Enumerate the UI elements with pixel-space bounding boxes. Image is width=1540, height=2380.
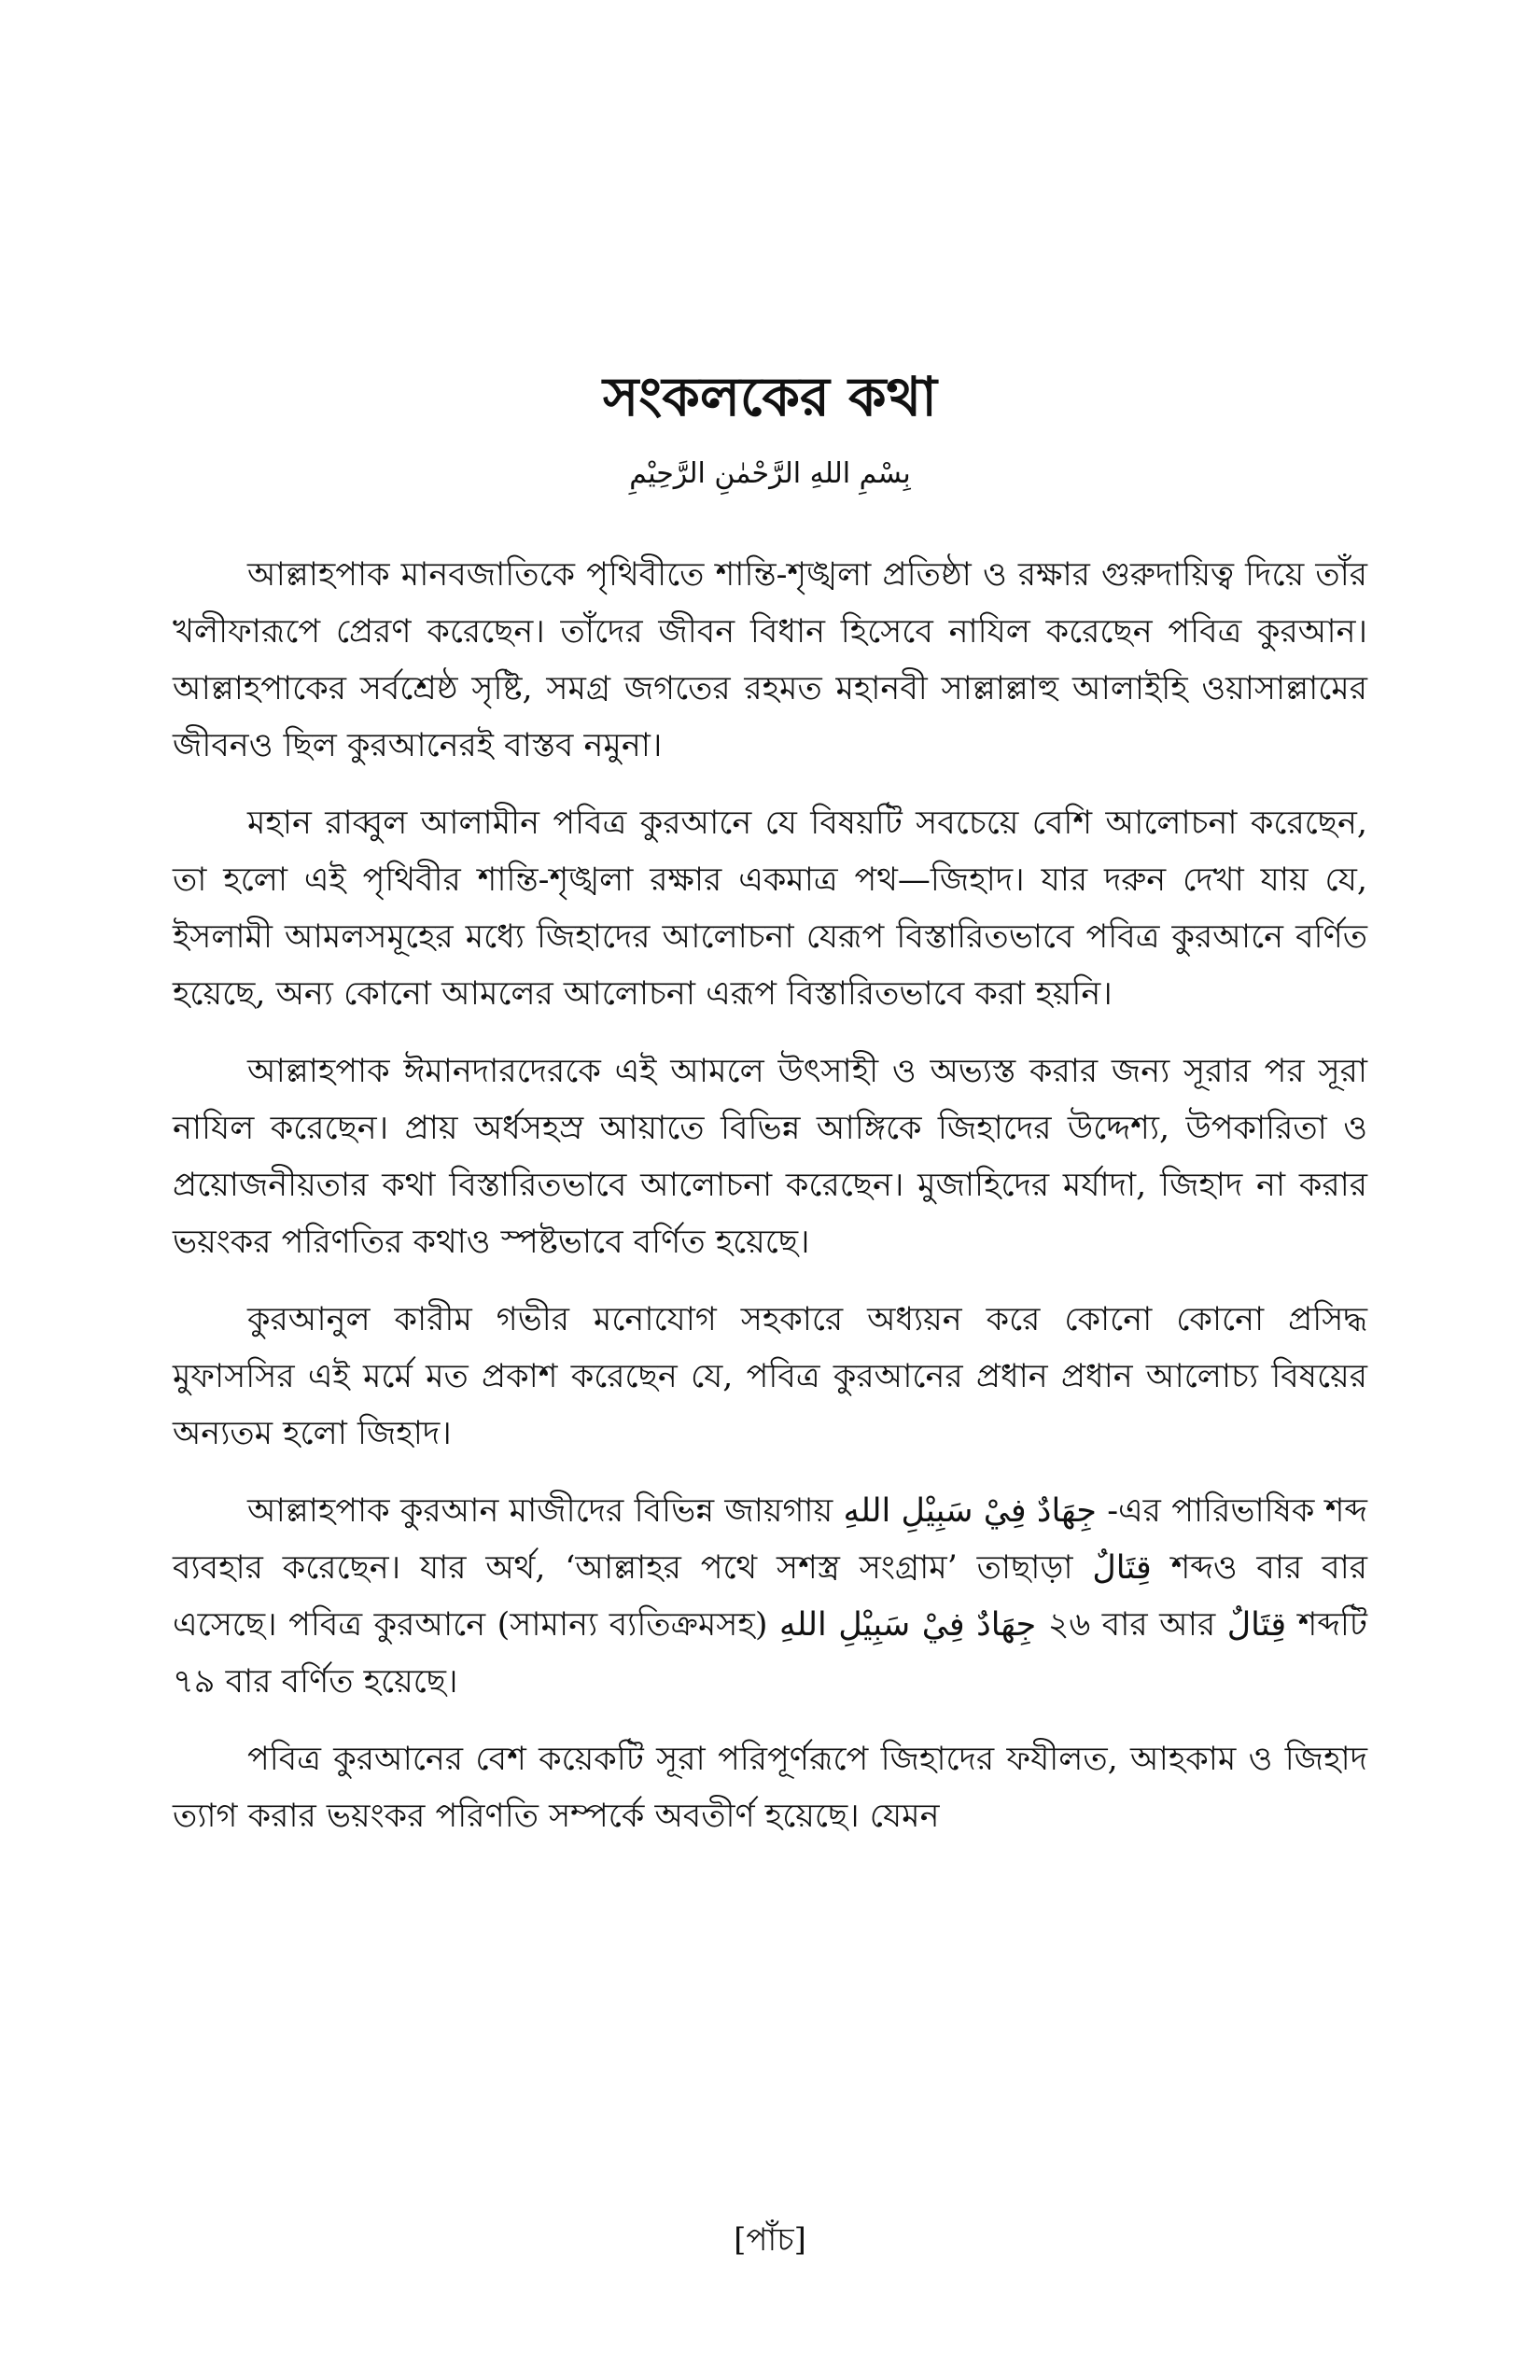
paragraph-5-text-5: শব্দটি ৭৯ বার বর্ণিত হয়েছে।: [173, 1606, 1367, 1701]
arabic-qital: قِتَالٌ: [1092, 1549, 1152, 1587]
paragraph-5: [173, 1483, 1367, 1711]
arabic-qital-2: قِتَالٌ: [1226, 1606, 1287, 1644]
paragraph-5-text-3: শব্দও বার বার এসেছে। পবিত্র কুরআনে (সামান্য ব্যতিক্রমসহ): [173, 1549, 1367, 1644]
paragraph-5-text-1: আল্লাহপাক কুরআন মাজীদের বিভিন্ন জায়গায়: [247, 1492, 844, 1530]
paragraph-6: পবিত্র কুরআনের বেশ কয়েকটি সূরা পরিপূর্ণরূপে জিহাদের ফযীলত, আহকাম ও জিহাদ ত্যাগ করার ভয়ংকর পরিণতি সম্পর্কে অবতীর্ণ হয়েছে। যেমন: [173, 1741, 1367, 1835]
paragraph-3: আল্লাহপাক ঈমানদারদেরকে এই আমলে উৎসাহী ও অভ্যস্ত করার জন্য সূরার পর সূরা নাযিল করেছেন। প্রায় অর্ধসহস্র আয়াতে বিভিন্ন আঙ্গিকে জিহাদের উদ্দেশ্য, উপকারিতা ও প্রয়োজনীয়তার কথা বিস্তারিতভাবে আলোচনা করেছেন। মুজাহিদের মর্যাদা, জিহাদ না করার ভয়ংকর পরিণতির কথাও স্পষ্টভাবে বর্ণিত হয়েছে।: [173, 1053, 1367, 1261]
paragraph-1: আল্লাহপাক মানবজাতিকে পৃথিবীতে শান্তি-শৃঙ্খলা প্রতিষ্ঠা ও রক্ষার গুরুদায়িত্ব দিয়ে তাঁর খলীফারূপে প্রেরণ করেছেন। তাঁদের জীবন বিধান হিসেবে নাযিল করেছেন পবিত্র কুরআন। আল্লাহপাকের সর্বশ্রেষ্ঠ সৃষ্টি, সমগ্র জগতের রহমত মহানবী সাল্লাল্লাহু আলাইহি ওয়াসাল্লামের জীবনও ছিল কুরআনেরই বাস্তব নমুনা।: [173, 556, 1367, 764]
paragraph-4: কুরআনুল কারীম গভীর মনোযোগ সহকারে অধ্যয়ন করে কোনো কোনো প্রসিদ্ধ মুফাসসির এই মর্মে মত প্রকাশ করেছেন যে, পবিত্র কুরআনের প্রধান প্রধান আলোচ্য বিষয়ের অন্যতম হলো জিহাদ।: [173, 1301, 1367, 1452]
paragraph-5-text-4: ২৬ বার আর: [1036, 1606, 1227, 1644]
page-title: সংকলকের কথা: [602, 365, 937, 428]
page-number: [পাঁচ]: [734, 2221, 806, 2259]
page-body: [173, 355, 1367, 1866]
paragraph-5-text-2: -এর পারিভাষিক শব্দ ব্যবহার করেছেন। যার অর্থ, ‘আল্লাহর পথে সশস্ত্র সংগ্রাম’ তাছাড়া: [173, 1492, 1367, 1587]
bismillah-calligraphy: بِسْمِ اللهِ الرَّحْمٰنِ الرَّحِيْمِ: [629, 457, 911, 490]
arabic-jihad-fi-sabilillah: جِهَادٌ فِيْ سَبِيْلِ اللهِ: [843, 1492, 1097, 1530]
paragraph-2: মহান রাব্বুল আলামীন পবিত্র কুরআনে যে বিষয়টি সবচেয়ে বেশি আলোচনা করেছেন, তা হলো এই পৃথিবীর শান্তি-শৃঙ্খলা রক্ষার একমাত্র পথ—জিহাদ। যার দরুন দেখা যায় যে, ইসলামী আমলসমূহের মধ্যে জিহাদের আলোচনা যেরূপ বিস্তারিতভাবে পবিত্র কুরআনে বর্ণিত হয়েছে, অন্য কোনো আমলের আলোচনা এরূপ বিস্তারিতভাবে করা হয়নি।: [173, 805, 1367, 1013]
arabic-jihad-fi-sabilillah-2: جِهَادٌ فِيْ سَبِيْلِ اللهِ: [779, 1606, 1037, 1644]
